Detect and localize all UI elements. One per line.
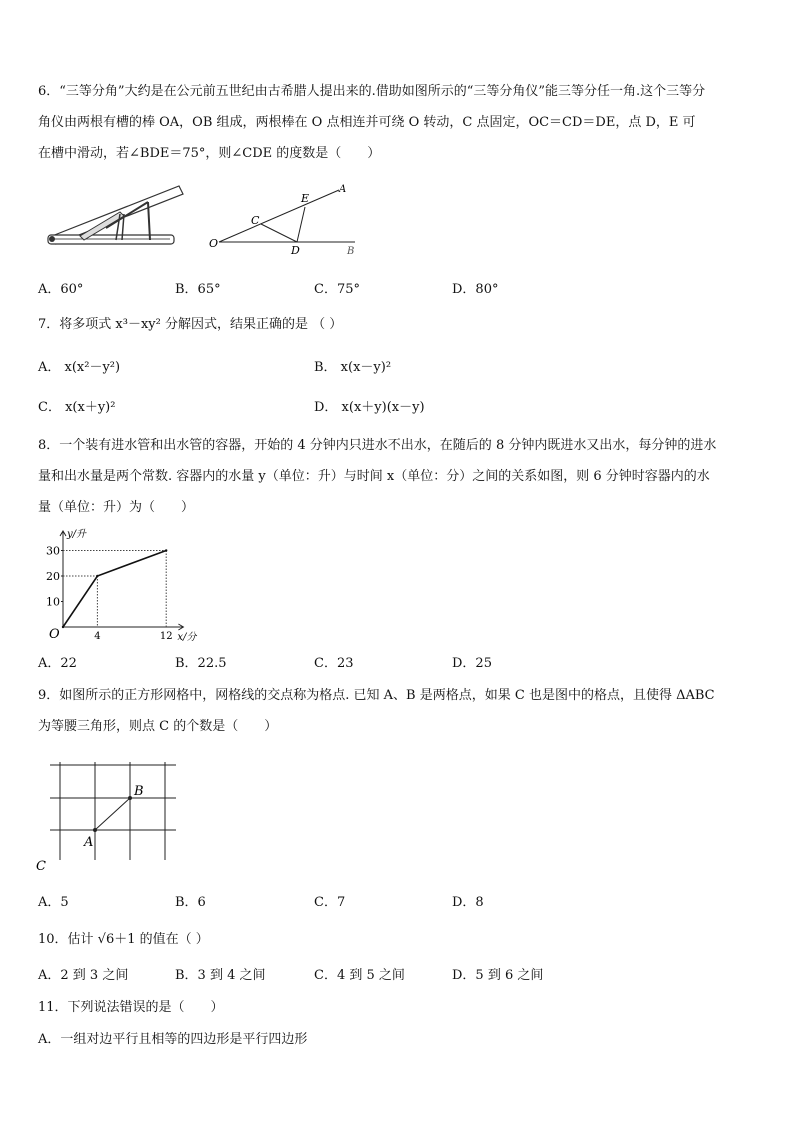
q9-option-a[interactable]: A．5 — [38, 895, 69, 910]
x-axis-label: x/分 — [177, 632, 197, 643]
q8-option-a[interactable]: A．22 — [38, 656, 77, 671]
q7-stem: 7．将多项式 x³－xy² 分解因式，结果正确的是 （ ） — [38, 317, 343, 332]
q10-option-d[interactable]: D．5 到 6 之间 — [452, 968, 544, 983]
q9-option-d[interactable]: D．8 — [452, 895, 484, 910]
trisection-geometry-figure — [205, 180, 365, 260]
q8-option-b[interactable]: B．22.5 — [175, 656, 227, 671]
q8-stem-line-2: 量和出水量是两个常数. 容器内的水量 y（单位：升）与时间 x（单位：分）之间的关系如图，则 6 分钟时容器内的水 — [38, 469, 710, 484]
q8-stem-line-3: 量（单位：升）为（ ） — [38, 500, 195, 515]
q11-option-a[interactable]: A．一组对边平行且相等的四边形是平行四边形 — [38, 1032, 308, 1047]
x-tick-label-4: 4 — [94, 631, 101, 642]
q6-option-c[interactable]: C．75° — [314, 282, 360, 297]
q8-option-d[interactable]: D．25 — [452, 656, 492, 671]
label-o: O — [209, 237, 219, 250]
label-d: D — [291, 244, 300, 257]
y-tick-label-10: 10 — [46, 595, 60, 609]
q7-option-a[interactable]: A． x(x²－y²) — [38, 360, 121, 375]
series-point-2 — [165, 549, 167, 551]
q6-stem-line-2: 角仪由两根有槽的棒 OA，OB 组成，两根棒在 O 点相连并可绕 O 转动，C 点固定，OC＝CD＝DE，点 D，E 可 — [38, 115, 696, 130]
label-c: C — [251, 214, 260, 227]
q8-stem-line-1: 8．一个装有进水管和出水管的容器，开始的 4 分钟内只进水不出水，在随后的 8 分钟内既进水又出水，每分钟的进水 — [38, 438, 717, 453]
q10-option-a[interactable]: A．2 到 3 之间 — [38, 968, 129, 983]
q6-stem-line-1: 6．“三等分角”大约是在公元前五世纪由古希腊人提出来的.借助如图所示的“三等分角仪”能三等分任一角.这个三等分 — [38, 84, 706, 99]
x-tick-label-12: 12 — [159, 631, 173, 642]
y-axis-label: y/升 — [67, 529, 87, 540]
q9-stem-line-2: 为等腰三角形，则点 C 的个数是（ ） — [38, 719, 278, 734]
grid-label-b: B — [134, 784, 144, 799]
series-point-1 — [96, 575, 98, 577]
q7-option-b[interactable]: B． x(x－y)² — [314, 360, 392, 375]
water-volume-line-chart — [38, 525, 197, 645]
q6-option-d[interactable]: D．80° — [452, 282, 499, 297]
q10-stem: 10．估计 √6＋1 的值在（ ） — [38, 932, 209, 947]
label-b: B — [347, 246, 355, 257]
q8-option-c[interactable]: C．23 — [314, 656, 354, 671]
q9-stem-line-1: 9．如图所示的正方形网格中，网格线的交点称为格点. 已知 A、B 是两格点，如果 C 也是图中的格点，且使得 ΔABC — [38, 688, 715, 703]
trisector-device-illustration — [44, 180, 184, 250]
y-tick-label-20: 20 — [46, 570, 60, 583]
label-a: A — [339, 184, 347, 195]
y-tick-label-30: 30 — [46, 544, 60, 558]
q10-option-b[interactable]: B．3 到 4 之间 — [175, 968, 266, 983]
q6-stem-line-3: 在槽中滑动，若∠BDE＝75°，则∠CDE 的度数是（ ） — [38, 146, 381, 161]
q11-stem: 11．下列说法错误的是（ ） — [38, 1000, 224, 1015]
q9-option-b[interactable]: B．6 — [175, 895, 206, 910]
grid-label-c: C — [36, 859, 46, 874]
q7-option-d[interactable]: D． x(x＋y)(x－y) — [314, 400, 425, 415]
series-line — [63, 551, 166, 628]
q6-option-a[interactable]: A．60° — [38, 282, 84, 297]
q7-option-c[interactable]: C． x(x＋y)² — [38, 400, 116, 415]
grid-label-a: A — [84, 835, 94, 850]
q10-option-c[interactable]: C．4 到 5 之间 — [314, 968, 405, 983]
origin-label: O — [49, 627, 60, 642]
label-e: E — [301, 192, 310, 205]
q6-option-b[interactable]: B．65° — [175, 282, 221, 297]
q9-option-c[interactable]: C．7 — [314, 895, 346, 910]
square-grid-figure — [34, 750, 184, 875]
series-point-0 — [62, 626, 64, 628]
